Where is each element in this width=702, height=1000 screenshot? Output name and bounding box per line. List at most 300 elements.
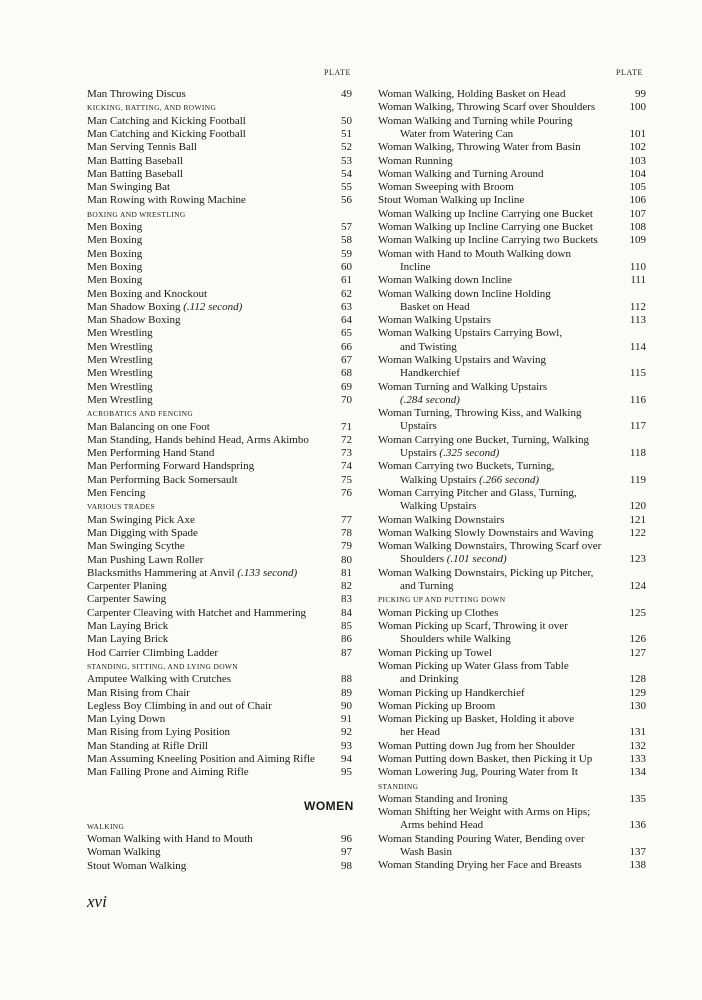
toc-entry: [378, 354, 646, 381]
plate-number: 104: [629, 167, 646, 180]
entry-title: Man Assuming Kneeling Position and Aiming Rifle: [87, 753, 315, 765]
toc-entry: [87, 141, 352, 154]
plate-number: 49: [341, 88, 352, 100]
toc-entry: [378, 101, 646, 114]
plate-number: 77: [341, 513, 352, 526]
plate-number: 69: [341, 380, 352, 393]
toc-entry: [378, 460, 646, 487]
plate-number: 135: [629, 792, 646, 805]
entry-title: Woman Picking up Water Glass from Table: [378, 659, 569, 672]
toc-entry: [87, 713, 352, 726]
toc-entry: [87, 580, 352, 593]
toc-entry: [87, 274, 352, 287]
plate-number: 70: [341, 393, 352, 406]
toc-entry: [378, 567, 646, 594]
plate-number: 117: [629, 420, 646, 433]
plate-column-heading-left: PLATE: [324, 68, 351, 77]
entry-title: Woman Picking up Broom: [378, 699, 496, 712]
entry-title-continued: Basket on Head: [400, 300, 470, 313]
toc-entry: [87, 487, 352, 500]
plate-number: 129: [629, 686, 646, 699]
toc-entry: [87, 421, 352, 434]
entry-title: Woman Picking up Basket, Holding it above: [378, 713, 575, 726]
entry-title: Man Pushing Lawn Roller: [87, 553, 204, 566]
entry-title: Woman Picking up Handkerchief: [378, 686, 525, 699]
plate-number: 133: [629, 753, 646, 765]
entry-title: Woman Walking and Turning while Pouring: [378, 114, 573, 127]
entry-title-continued: Walking Upstairs: [400, 473, 477, 486]
toc-entry: [378, 141, 646, 154]
toc-entry: [378, 527, 646, 540]
toc-entry: [87, 194, 352, 207]
toc-entry: [87, 593, 352, 606]
toc-entry: [378, 713, 646, 740]
toc-entry: [378, 407, 646, 434]
toc-entry: [87, 115, 352, 128]
entry-title: Men Fencing: [87, 487, 146, 499]
entry-title: Men Wrestling: [87, 367, 153, 380]
exposure-note: (.266 second): [479, 473, 540, 486]
entry-title: Man Swinging Bat: [87, 181, 171, 194]
toc-entry: [87, 394, 352, 407]
entry-title: Woman Lowering Jug, Pouring Water from It: [378, 766, 578, 779]
plate-number: 90: [341, 699, 352, 712]
toc-entry: [87, 527, 352, 540]
entry-title-continued: Walking Upstairs: [400, 500, 477, 513]
toc-entry: [378, 859, 646, 872]
entry-title: Woman Putting down Basket, then Picking it Up: [378, 753, 593, 765]
plate-column-heading-right: PLATE: [616, 68, 643, 77]
toc-entry: [87, 460, 352, 473]
plate-number: 112: [629, 300, 646, 313]
toc-entry: [87, 833, 352, 846]
plate-number: 72: [341, 433, 352, 446]
entry-title-continued: her Head: [400, 726, 441, 739]
entry-title: Man Standing at Rifle Drill: [87, 739, 208, 752]
toc-entry: [378, 833, 646, 860]
toc-entry: [378, 647, 646, 660]
entry-title-continued: and Turning: [400, 580, 454, 593]
exposure-note: (.284 second): [400, 393, 460, 406]
entry-title: Woman Walking down Incline: [378, 274, 512, 287]
toc-entry: [378, 806, 646, 833]
entry-title: Woman Walking Downstairs, Throwing Scarf over: [378, 540, 602, 553]
toc-entry: [87, 221, 352, 234]
plate-number: 65: [341, 327, 352, 340]
entry-title: Woman Picking up Clothes: [378, 606, 499, 619]
page-folio: xvi: [87, 892, 107, 911]
toc-entry: [378, 327, 646, 354]
toc-entry: [87, 128, 352, 141]
entry-title: Woman Putting down Jug from her Shoulder: [378, 739, 576, 752]
toc-entry: [378, 274, 646, 287]
toc-entry: [378, 434, 646, 461]
plate-number: 121: [629, 513, 646, 526]
toc-entry: [378, 687, 646, 700]
toc-entry: [378, 753, 646, 766]
toc-entry: [87, 288, 352, 301]
plate-number: 67: [341, 354, 352, 366]
section-heading: KICKING, BATTING, AND ROWING: [87, 103, 217, 113]
section-heading: ACROBATICS AND FENCING: [87, 409, 194, 419]
plate-number: 64: [341, 314, 352, 327]
toc-entry: [87, 314, 352, 327]
entry-title: Men Boxing: [87, 234, 143, 247]
entry-title: Woman Walking down Incline Holding: [378, 287, 551, 300]
entry-title: Woman Walking with Hand to Mouth: [87, 832, 253, 845]
section-heading: PICKING UP AND PUTTING DOWN: [378, 595, 506, 605]
plate-number: 93: [341, 739, 352, 752]
plate-number: 59: [341, 247, 352, 260]
entry-title: Woman with Hand to Mouth Walking down: [378, 247, 571, 260]
toc-entry: [378, 288, 646, 315]
toc-entry: [87, 647, 352, 660]
entry-title: Amputee Walking with Crutches: [87, 673, 232, 686]
toc-entry: [378, 740, 646, 753]
toc-entry: [378, 620, 646, 647]
entry-title: Man Laying Brick: [87, 633, 169, 646]
plate-number: 127: [629, 646, 646, 659]
entry-title: Men Wrestling: [87, 393, 153, 406]
plate-number: 102: [629, 141, 646, 154]
plate-number: 74: [341, 460, 352, 473]
entry-title: Woman Walking up Incline Carrying two Buckets: [378, 234, 598, 247]
toc-entry: [87, 367, 352, 380]
toc-entry: [87, 607, 352, 620]
entry-title: Woman Turning and Walking Upstairs: [378, 380, 548, 393]
entry-title: Man Lying Down: [87, 713, 166, 726]
plate-number: 80: [341, 553, 352, 566]
toc-entry: [87, 687, 352, 700]
plate-number: 97: [341, 846, 352, 859]
plate-number: 82: [341, 580, 352, 593]
exposure-note: (.112 second): [183, 300, 243, 313]
entry-title: Legless Boy Climbing in and out of Chair: [87, 699, 272, 712]
entry-title: Woman Shifting her Weight with Arms on Hips;: [378, 806, 591, 819]
plate-number: 60: [341, 260, 352, 273]
plate-number: 57: [341, 221, 352, 233]
entry-title: Man Swinging Scythe: [87, 540, 185, 553]
entry-title: Man Serving Tennis Ball: [87, 141, 197, 154]
entry-title: Woman Standing Drying her Face and Breasts: [378, 859, 582, 872]
toc-entry: [87, 753, 352, 766]
entry-title: Woman Walking, Throwing Scarf over Shoulders: [378, 101, 596, 114]
entry-title: Woman Turning, Throwing Kiss, and Walking: [378, 407, 582, 420]
toc-entry: [378, 88, 646, 101]
toc-entry: [87, 434, 352, 447]
entry-title: Woman Carrying Pitcher and Glass, Turning,: [378, 487, 577, 499]
plate-number: 87: [341, 646, 352, 659]
entry-title: Woman Walking Upstairs and Waving: [378, 354, 547, 366]
toc-entry: [87, 567, 352, 580]
plate-number: 62: [341, 287, 352, 300]
plate-number: 103: [629, 154, 646, 167]
toc-entry: [87, 327, 352, 340]
plate-number: 116: [629, 393, 646, 406]
women-heading: WOMEN: [304, 799, 354, 813]
toc-entry: [87, 301, 352, 314]
toc-entry: [87, 181, 352, 194]
entry-title: Man Catching and Kicking Football: [87, 127, 246, 140]
toc-entry: [87, 860, 352, 873]
entry-title: Men Performing Hand Stand: [87, 447, 215, 460]
toc-entry: [87, 673, 352, 686]
plate-number: 56: [341, 194, 352, 207]
entry-title: Stout Woman Walking: [87, 859, 187, 872]
entry-title: Woman Walking Slowly Downstairs and Waving: [378, 526, 594, 539]
entry-title: Man Rowing with Rowing Machine: [87, 194, 246, 207]
toc-entry: [378, 607, 646, 620]
plate-number: 138: [629, 859, 646, 872]
plate-number: 79: [341, 540, 352, 553]
entry-title: Man Shadow Boxing: [87, 314, 181, 327]
plate-number: 84: [341, 606, 352, 619]
toc-entry: [87, 554, 352, 567]
toc-entry: [87, 168, 352, 181]
plate-number: 130: [629, 699, 646, 712]
entry-title: Woman Sweeping with Broom: [378, 181, 514, 194]
plate-number: 73: [341, 447, 352, 460]
plate-number: 98: [341, 859, 352, 872]
plate-number: 78: [341, 526, 352, 539]
plate-number: 110: [629, 260, 646, 273]
entry-title: Men Boxing: [87, 274, 143, 287]
plate-number: 71: [341, 420, 352, 433]
plate-number: 68: [341, 367, 352, 380]
entry-title: Man Digging with Spade: [87, 526, 198, 539]
plate-number: 111: [630, 274, 646, 287]
entry-title: Man Swinging Pick Axe: [87, 513, 195, 526]
section-heading: BOXING AND WRESTLING: [87, 209, 186, 219]
entry-title-continued: Incline: [400, 260, 431, 273]
plate-number: 95: [341, 766, 352, 779]
entry-title-continued: Handkerchief: [400, 367, 460, 380]
plate-number: 113: [629, 314, 646, 327]
plate-number: 50: [341, 114, 352, 127]
toc-entry: [87, 261, 352, 274]
plate-number: 105: [629, 181, 646, 194]
toc-entry: [87, 700, 352, 713]
toc-entry: [378, 514, 646, 527]
section-heading: STANDING: [378, 781, 419, 791]
entry-title: Woman Walking up Incline Carrying one Bucket: [378, 207, 593, 220]
plate-number: 91: [341, 713, 352, 726]
section-heading: STANDING, SITTING, AND LYING DOWN: [87, 661, 239, 671]
toc-entry: [378, 155, 646, 168]
entry-title: Men Wrestling: [87, 354, 153, 366]
entry-title: Man Performing Forward Handspring: [87, 460, 255, 473]
plate-number: 136: [629, 819, 646, 832]
plate-number: 108: [629, 221, 646, 233]
plate-number: 122: [629, 526, 646, 539]
entry-title-continued: Shoulders while Walking: [400, 633, 511, 646]
toc-entry: [378, 248, 646, 275]
toc-entry: [378, 487, 646, 514]
toc-entry: [378, 700, 646, 713]
entry-title: Man Balancing on one Foot: [87, 420, 210, 433]
plate-number: 81: [341, 566, 352, 579]
entry-title: Man Throwing Discus: [87, 88, 186, 100]
toc-entry: [378, 660, 646, 687]
entry-title: Man Batting Baseball: [87, 154, 183, 167]
toc-entry: [87, 474, 352, 487]
toc-entry: [87, 633, 352, 646]
plate-number: 94: [341, 753, 352, 765]
entry-title: Woman Walking, Throwing Water from Basin: [378, 141, 581, 154]
toc-entry: [87, 381, 352, 394]
toc-entry: [378, 221, 646, 234]
plate-number: 132: [629, 739, 646, 752]
plate-number: 53: [341, 154, 352, 167]
plate-number: 134: [629, 766, 646, 779]
entry-title: Men Boxing: [87, 247, 143, 260]
entry-title: Woman Carrying one Bucket, Turning, Walking: [378, 433, 589, 446]
plate-number: 123: [629, 553, 646, 566]
entry-title: Woman Walking and Turning Around: [378, 167, 544, 180]
plate-number: 85: [341, 620, 352, 632]
entry-title: Blacksmiths Hammering at Anvil: [87, 566, 235, 579]
plate-number: 86: [341, 633, 352, 646]
plate-number: 137: [629, 846, 646, 859]
toc-entry: [87, 155, 352, 168]
entry-title: Men Boxing and Knockout: [87, 287, 208, 300]
toc-entry: [378, 540, 646, 567]
plate-number: 126: [629, 633, 646, 646]
toc-entry: [378, 314, 646, 327]
entry-title: Man Rising from Lying Position: [87, 726, 231, 739]
toc-entry: [378, 793, 646, 806]
entry-title-continued: and Twisting: [400, 340, 457, 353]
plate-number: 106: [629, 194, 646, 207]
entry-title: Man Rising from Chair: [87, 686, 190, 699]
entry-title-continued: Shoulders: [400, 553, 444, 566]
exposure-note: (.101 second): [446, 553, 507, 566]
plate-number: 120: [629, 500, 646, 513]
entry-title: Woman Carrying two Buckets, Turning,: [378, 460, 555, 473]
toc-entry: [87, 540, 352, 553]
plate-number: 131: [629, 726, 646, 739]
toc-entry: [87, 766, 352, 779]
plate-number: 101: [629, 127, 646, 140]
toc-entry: [378, 194, 646, 207]
toc-entry: [378, 766, 646, 779]
entry-title: Woman Walking Downstairs: [378, 513, 505, 526]
entry-title: Woman Walking Upstairs: [378, 314, 491, 327]
plate-number: 118: [629, 447, 646, 460]
plate-number: 83: [341, 593, 352, 606]
plate-number: 114: [629, 340, 646, 353]
plate-number: 92: [341, 726, 352, 739]
entry-title: Man Shadow Boxing: [87, 300, 181, 313]
toc-entry: [87, 740, 352, 753]
toc-entry: [87, 620, 352, 633]
plate-number: 96: [341, 832, 352, 845]
entry-title: Woman Standing Pouring Water, Bending over: [378, 832, 585, 845]
entry-title-continued: Arms behind Head: [400, 819, 484, 832]
plate-number: 54: [341, 167, 352, 180]
plate-number: 61: [341, 274, 352, 287]
plate-number: 107: [629, 207, 646, 220]
entry-title: Stout Woman Walking up Incline: [378, 194, 525, 207]
entry-title: Woman Picking up Towel: [378, 646, 492, 659]
toc-entry: [378, 381, 646, 408]
entry-title: Carpenter Cleaving with Hatchet and Hammering: [87, 606, 307, 619]
toc-entry: [87, 447, 352, 460]
toc-entry: [87, 726, 352, 739]
plate-number: 51: [341, 127, 352, 140]
entry-title: Woman Standing and Ironing: [378, 792, 508, 805]
plate-number: 63: [341, 300, 352, 313]
toc-entry: [378, 234, 646, 247]
plate-number: 55: [341, 181, 352, 194]
entry-title: Men Wrestling: [87, 327, 153, 340]
toc-entry: [87, 341, 352, 354]
entry-title-continued: Wash Basin: [400, 846, 452, 859]
entry-title-continued: Upstairs: [400, 447, 437, 460]
plate-number: 99: [635, 88, 646, 100]
toc-entry: [87, 248, 352, 261]
toc-entry: [378, 181, 646, 194]
plate-number: 124: [629, 580, 646, 593]
exposure-note: (.325 second): [439, 447, 500, 460]
section-heading: WALKING: [87, 821, 125, 831]
entry-title: Man Catching and Kicking Football: [87, 114, 246, 127]
entry-title: Woman Walking, Holding Basket on Head: [378, 88, 566, 100]
entry-title: Woman Walking up Incline Carrying one Bucket: [378, 221, 593, 233]
entry-title: Woman Walking Upstairs Carrying Bowl,: [378, 327, 563, 340]
plate-number: 75: [341, 473, 352, 486]
toc-entry: [87, 234, 352, 247]
plate-number: 115: [629, 367, 646, 380]
toc-entry: [87, 88, 352, 101]
plate-number: 125: [629, 606, 646, 619]
toc-entry: [378, 208, 646, 221]
toc-entry: [378, 115, 646, 142]
entry-title-continued: and Drinking: [400, 673, 459, 686]
toc-entry: [87, 514, 352, 527]
entry-title: Carpenter Planing: [87, 580, 167, 593]
plate-number: 66: [341, 340, 352, 353]
entry-title: Men Boxing: [87, 221, 143, 233]
toc-entry: [87, 846, 352, 859]
toc-entry: [87, 354, 352, 367]
plate-number: 88: [341, 673, 352, 686]
plate-number: 100: [629, 101, 646, 114]
entry-title: Woman Walking: [87, 846, 161, 859]
plate-number: 128: [629, 673, 646, 686]
plate-number: 76: [341, 487, 352, 499]
entry-title: Woman Walking Downstairs, Picking up Pitcher,: [378, 566, 594, 579]
entry-title: Man Batting Baseball: [87, 167, 183, 180]
entry-title: Man Laying Brick: [87, 620, 169, 632]
toc-entry: [378, 168, 646, 181]
entry-title: Woman Running: [378, 154, 453, 167]
plate-number: 89: [341, 686, 352, 699]
plate-number: 119: [629, 473, 646, 486]
section-heading: VARIOUS TRADES: [87, 502, 155, 512]
exposure-note: (.133 second): [237, 566, 298, 579]
entry-title: Carpenter Sawing: [87, 593, 167, 606]
plate-number: 58: [341, 234, 352, 247]
entry-title: Man Standing, Hands behind Head, Arms Akimbo: [87, 433, 309, 446]
plate-number: 109: [629, 234, 646, 247]
entry-title: Men Boxing: [87, 260, 143, 273]
entry-title-continued: Upstairs: [400, 420, 437, 433]
entry-title: Man Performing Back Somersault: [87, 473, 238, 486]
entry-title: Man Falling Prone and Aiming Rifle: [87, 766, 249, 779]
plate-number: 52: [341, 141, 352, 154]
entry-title: Hod Carrier Climbing Ladder: [87, 646, 219, 659]
